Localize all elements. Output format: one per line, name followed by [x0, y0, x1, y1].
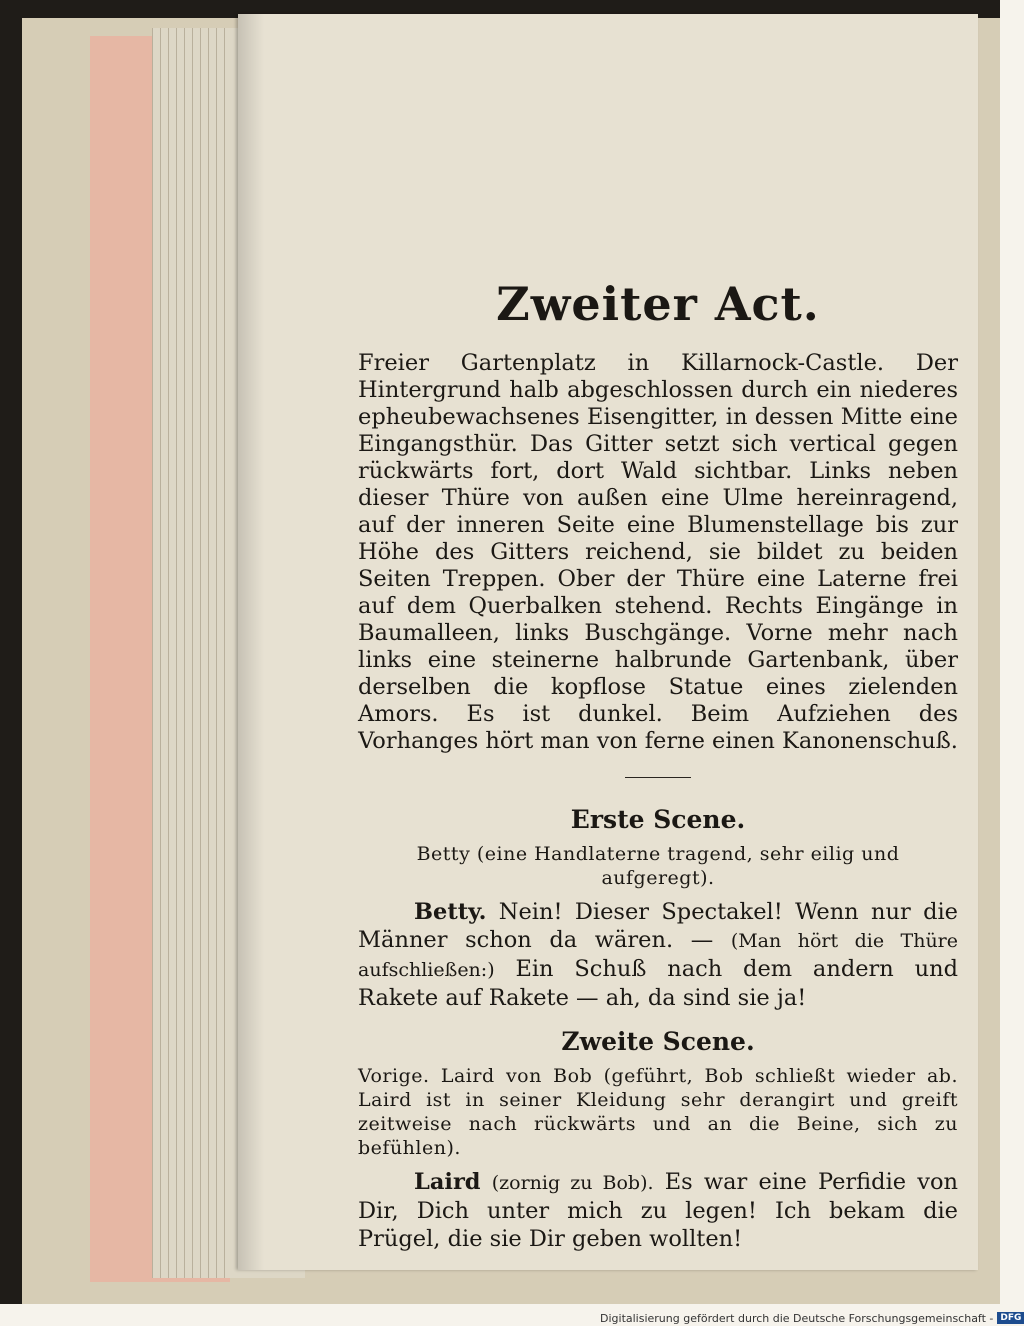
- speech-direction: (zornig zu Bob).: [491, 1172, 654, 1194]
- scene-1-personae: Betty (eine Handlaterne tragend, sehr eilig und aufgeregt).: [416, 843, 900, 889]
- separator-rule: [625, 777, 691, 778]
- funding-footer: [600, 1311, 1024, 1325]
- scene-2-speech: [358, 1168, 958, 1253]
- stage-direction: Freier Gartenplatz in Killarnock-Castle. Der Hintergrund halb abgeschlossen durch ein niederes epheubewachsenes Eisengitter, in dessen Mitte eine Eingangsthür. Das Gitter setzt sich vertical gegen rückwärts fort, dort Wald sichtbar. Links neben dieser Thüre von außen eine Ulme hereinragend, auf der inneren Seite eine Blumenstellage bis zur Höhe des Gitters reichend, sie bildet zu beiden Seiten Treppen. Ober der Thüre eine Laterne frei auf dem Querbalken stehend. Rechts Eingänge in Baumalleen, links Buschgänge. Vorne mehr nach links eine steinerne halbrunde Gartenbank, über derselben die kopflose Statue eines zielenden Amors. Es ist dunkel. Beim Aufziehen des Vorhanges hört man von ferne einen Kanonenschuß.: [358, 350, 958, 754]
- speech-text: Nein! Dieser Spectakel! Wenn nur die Männer schon da wären. —: [358, 899, 959, 953]
- speech-direction: (Man hört die Thüre aufschließen:): [358, 930, 959, 981]
- speech-text: Ein Schuß nach dem andern und Rakete auf Rakete — ah, da sind sie ja!: [358, 956, 958, 1011]
- scene-1-title: Erste Scene.: [570, 805, 746, 834]
- footer-text: Digitalisierung gefördert durch die Deutsche Forschungsgemeinschaft -: [600, 1311, 994, 1325]
- scene-2-title: Zweite Scene.: [561, 1027, 755, 1056]
- page-gutter-shadow: [238, 14, 264, 1270]
- speech-text: Es war eine Perfidie von Dir, Dich unter mich zu legen! Ich bekam die Prügel, die sie Dir geben wollten!: [358, 1169, 959, 1252]
- scene-1-speech: [358, 898, 958, 1012]
- act-title: Zweiter Act.: [496, 277, 820, 331]
- page-content: [358, 276, 958, 1265]
- book-page: [238, 14, 978, 1270]
- dfg-logo: DFG: [997, 1312, 1024, 1324]
- scene-2-personae: Vorige. Laird von Bob (geführt, Bob schließt wieder ab. Laird ist in seiner Kleidung sehr derangirt und greift zeitweise nach rückwärts und an die Beine, sich zu befühlen).: [358, 1065, 958, 1159]
- speaker-name: Laird: [414, 1169, 481, 1195]
- speaker-name: Betty.: [414, 899, 487, 925]
